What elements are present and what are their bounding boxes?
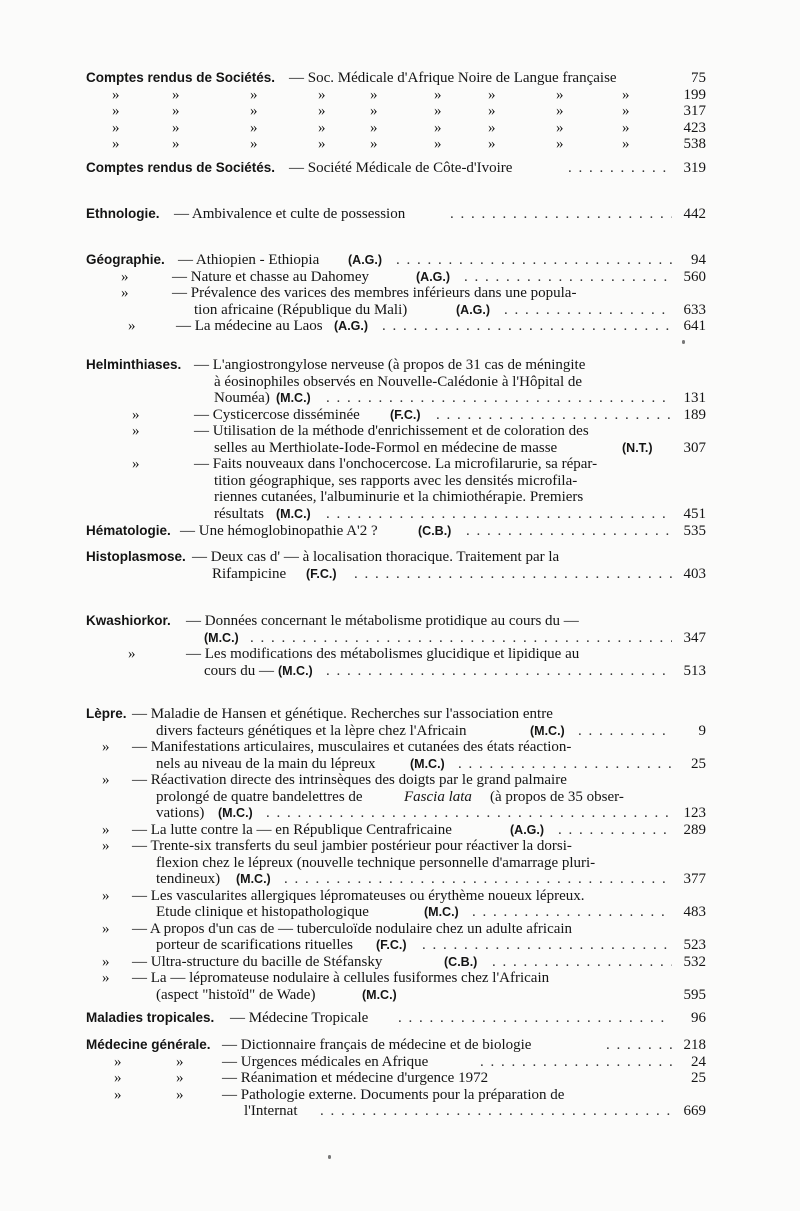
entry-title: — Une hémoglobinopathie A'2 ?	[180, 523, 378, 539]
author-abbrev: (A.G.)	[456, 302, 491, 317]
entry-line	[86, 904, 706, 921]
entry-title: — Dictionnaire français de médecine et de biologie	[222, 1037, 532, 1053]
ditto-mark: »	[112, 86, 120, 103]
page-number: 25	[691, 755, 706, 772]
entry-line	[86, 206, 706, 223]
dot-leader	[472, 904, 672, 921]
entry-line	[86, 285, 706, 302]
entry-title-continued: tion africaine (République du Mali)	[194, 301, 408, 318]
ditto-mark: »	[112, 119, 120, 136]
ditto-mark: »	[176, 1070, 184, 1086]
entry-maladies-tropicales	[86, 1010, 706, 1027]
entry-comptes-rendus-cote-ivoire	[86, 160, 706, 177]
entry-line	[86, 1087, 706, 1104]
entry-title: — Deux cas d' — à localisation thoracique. Traitement par la	[192, 549, 560, 565]
author-abbrev: (F.C.)	[306, 566, 337, 581]
entry-comptes-rendus-soc-afrique	[86, 70, 706, 153]
page-number: 25	[691, 1070, 706, 1086]
entry-line	[86, 390, 706, 407]
ditto-mark: »	[112, 136, 120, 152]
entry-line	[86, 374, 706, 391]
author-abbrev: (M.C.)	[218, 806, 253, 820]
dot-leader	[504, 302, 672, 319]
entry-title-continued: Rifampicine	[212, 565, 287, 582]
entry-title: — Athiopien - Ethiopia	[178, 252, 320, 268]
entry-title: — Les modifications des métabolismes glucidique et lipidique au	[186, 646, 580, 662]
entry-title-continued: cours du —	[204, 662, 274, 679]
ditto-row	[86, 103, 706, 120]
entry-title: — La — lépromateuse nodulaire à cellules fusiformes chez l'Africain	[132, 970, 550, 986]
dot-leader	[396, 252, 672, 269]
entry-line	[86, 772, 706, 789]
page-number: 319	[683, 160, 706, 176]
entry-line	[86, 871, 706, 888]
ditto-mark: »	[102, 953, 110, 970]
ditto-mark: »	[172, 136, 180, 152]
entry-line	[86, 318, 706, 335]
entry-line	[86, 723, 706, 740]
entry-title: — Maladie de Hansen et génétique. Recherches sur l'association entre	[132, 706, 553, 722]
ditto-mark: »	[102, 838, 110, 854]
entry-line	[86, 921, 706, 938]
entry-ethnologie	[86, 206, 706, 223]
entry-heading: Géographie.	[86, 252, 165, 267]
author-abbrev: (M.C.)	[362, 987, 397, 1002]
dot-leader	[578, 723, 672, 740]
author-abbrev: (M.C.)	[204, 630, 239, 645]
author-abbrev: (A.G.)	[334, 319, 369, 333]
entry-title-continued: tition géographique, ses rapports avec les densités microfila-	[214, 472, 578, 489]
page-number: 513	[683, 662, 706, 679]
ditto-mark: »	[172, 86, 180, 103]
entry-line	[86, 523, 706, 540]
page-number: 317	[683, 103, 706, 119]
entry-line	[86, 269, 706, 286]
ditto-mark: »	[102, 739, 110, 755]
page-number: 189	[683, 406, 706, 423]
ditto-row	[86, 87, 706, 104]
dot-leader	[492, 954, 672, 971]
ditto-mark: »	[434, 103, 442, 119]
entry-line	[86, 822, 706, 839]
page-number: 641	[683, 318, 706, 334]
entry-line	[86, 407, 706, 424]
ditto-mark: »	[370, 86, 378, 103]
entry-title-continued: résultats	[214, 505, 264, 522]
entry-lepre	[86, 706, 706, 1003]
entry-heading: Ethnologie.	[86, 206, 160, 221]
dot-leader	[458, 756, 672, 773]
entry-title-continued: tendineux)	[156, 871, 221, 887]
entry-line	[86, 473, 706, 490]
ditto-mark: »	[102, 821, 110, 838]
entry-line	[86, 739, 706, 756]
ditto-mark: »	[128, 318, 136, 334]
ditto-mark: »	[102, 970, 110, 986]
scan-speck	[682, 340, 685, 344]
author-abbrev: (M.C.)	[276, 391, 311, 405]
ditto-mark: »	[488, 119, 496, 136]
entry-heading: Hématologie.	[86, 523, 171, 538]
entry-title: — Réactivation directe des intrinsèques des doigts par le grand palmaire	[132, 772, 567, 788]
dot-leader	[606, 1037, 672, 1054]
entry-title-continued: porteur de scarifications rituelles	[156, 937, 354, 953]
ditto-mark: »	[121, 285, 129, 301]
entry-heading: Kwashiorkor.	[86, 613, 171, 628]
page-number: 377	[683, 871, 706, 887]
entry-title: — La médecine au Laos	[176, 318, 323, 334]
entry-title: — Société Médicale de Côte-d'Ivoire	[289, 160, 513, 176]
ditto-mark: »	[176, 1086, 184, 1103]
dot-leader	[480, 1054, 672, 1071]
page-number: 131	[683, 390, 706, 406]
ditto-mark: »	[128, 646, 136, 662]
ditto-mark: »	[176, 1053, 184, 1070]
entry-line	[86, 855, 706, 872]
ditto-mark: »	[172, 103, 180, 119]
entry-title-continued: (aspect "histoïd" de Wade)	[156, 986, 316, 1003]
ditto-mark: »	[556, 136, 564, 152]
entry-line	[86, 646, 706, 663]
ditto-mark: »	[132, 456, 140, 472]
entry-title-continued: vations)	[156, 805, 205, 821]
entry-line	[86, 805, 706, 822]
ditto-mark: »	[622, 103, 630, 119]
page-number: 669	[683, 1103, 706, 1119]
author-abbrev: (A.G.)	[348, 253, 383, 267]
page-number: 532	[683, 953, 706, 970]
ditto-mark: »	[102, 920, 110, 937]
ditto-mark: »	[318, 86, 326, 103]
entry-title: — Nature et chasse au Dahomey	[172, 268, 370, 285]
page-number: 560	[683, 268, 706, 285]
page-number: 403	[683, 565, 706, 582]
page-number: 199	[683, 86, 706, 103]
dot-leader	[450, 206, 672, 223]
entry-line	[86, 489, 706, 506]
ditto-row	[86, 120, 706, 137]
page-number: 442	[683, 206, 706, 222]
ditto-mark: »	[121, 268, 129, 285]
page-number: 94	[691, 252, 706, 268]
dot-leader	[320, 1103, 672, 1120]
ditto-mark: »	[114, 1053, 122, 1070]
author-abbrev: (M.C.)	[410, 756, 445, 771]
ditto-mark: »	[434, 119, 442, 136]
scan-speck	[328, 1155, 331, 1159]
ditto-mark: »	[250, 86, 258, 103]
ditto-mark: »	[622, 136, 630, 152]
entry-title-continued: prolongé de quatre bandelettres de	[156, 788, 363, 805]
entry-title: — Cysticercose disséminée	[194, 406, 360, 423]
ditto-mark: »	[102, 772, 110, 788]
author-abbrev: (F.C.)	[376, 938, 407, 952]
page-number: 535	[683, 523, 706, 539]
entry-line	[86, 252, 706, 269]
ditto-mark: »	[434, 136, 442, 152]
page-number: 123	[683, 805, 706, 821]
entry-title-continued: nels au niveau de la main du lépreux	[156, 755, 376, 772]
dot-leader	[568, 160, 672, 177]
entry-heading: Helminthiases.	[86, 357, 182, 372]
ditto-mark: »	[370, 103, 378, 119]
author-abbrev: (C.B.)	[444, 954, 478, 969]
entry-line	[86, 888, 706, 905]
entry-title: — Réanimation et médecine d'urgence 1972	[222, 1070, 489, 1086]
page-number: 307	[683, 439, 706, 456]
ditto-mark: »	[132, 423, 140, 439]
entry-heading: Comptes rendus de Sociétés.	[86, 160, 276, 175]
entry-line	[86, 1054, 706, 1071]
entry-medecine-generale	[86, 1037, 706, 1120]
ditto-mark: »	[556, 86, 564, 103]
entry-line	[86, 302, 706, 319]
author-abbrev: (A.G.)	[510, 822, 545, 837]
ditto-mark: »	[250, 136, 258, 152]
entry-line	[86, 506, 706, 523]
entry-title: — Prévalence des varices des membres inférieurs dans une popula-	[172, 285, 577, 301]
page-number: 423	[683, 119, 706, 136]
entry-hematologie	[86, 523, 706, 540]
entry-title: — Trente-six transferts du seul jambier postérieur pour réactiver la dorsi-	[132, 838, 572, 854]
dot-leader	[464, 269, 672, 286]
ditto-mark: »	[112, 103, 120, 119]
page-number: 633	[683, 301, 706, 318]
dot-leader	[326, 506, 672, 523]
entry-kwashiorkor	[86, 613, 706, 679]
entry-title: — Données concernant le métabolisme protidique au cours du —	[186, 613, 579, 629]
ditto-mark: »	[370, 119, 378, 136]
dot-leader	[326, 390, 672, 407]
page-number: 9	[698, 722, 706, 739]
entry-helminthiases	[86, 357, 706, 522]
entry-title: — Soc. Médicale d'Afrique Noire de Langue française	[289, 70, 617, 86]
page-number: 523	[683, 937, 706, 953]
entry-heading: Lèpre.	[86, 706, 127, 721]
entry-title: — Médecine Tropicale	[230, 1010, 369, 1026]
author-abbrev: (M.C.)	[530, 723, 565, 738]
ditto-mark: »	[318, 119, 326, 136]
entry-title: — Faits nouveaux dans l'onchocercose. La microfilarurie, sa répar-	[194, 456, 598, 472]
entry-line	[86, 423, 706, 440]
dot-leader	[558, 822, 672, 839]
entry-line	[86, 160, 706, 177]
author-abbrev: (M.C.)	[236, 872, 271, 886]
entry-title-continued: selles au Merthiolate-Iode-Formol en médecine de masse	[214, 439, 558, 456]
page-number: 289	[683, 821, 706, 838]
ditto-mark: »	[132, 406, 140, 423]
entry-title-continued: Nouméa)	[214, 390, 270, 406]
ditto-mark: »	[318, 136, 326, 152]
entry-title-continued: flexion chez le lépreux (nouvelle technique personnelle d'amarrage pluri-	[156, 854, 596, 871]
dot-leader	[326, 663, 672, 680]
dot-leader	[354, 566, 672, 583]
dot-leader	[398, 1010, 672, 1027]
entry-line	[86, 756, 706, 773]
ditto-mark: »	[172, 119, 180, 136]
dot-leader	[250, 630, 672, 647]
dot-leader	[466, 523, 672, 540]
dot-leader	[422, 937, 672, 954]
entry-line	[86, 1070, 706, 1087]
entry-title: — Pathologie externe. Documents pour la préparation de	[222, 1086, 565, 1103]
entry-title-continued: l'Internat	[244, 1103, 298, 1119]
entry-line	[86, 440, 706, 457]
page-number: 483	[683, 904, 706, 920]
entry-line	[86, 357, 706, 374]
entry-title: — Urgences médicales en Afrique	[222, 1053, 429, 1070]
entry-heading: Maladies tropicales.	[86, 1010, 215, 1025]
entry-heading: Comptes rendus de Sociétés.	[86, 70, 276, 85]
page-number: 218	[683, 1037, 706, 1053]
entry-title: — Manifestations articulaires, musculaires et cutanées des états réaction-	[132, 739, 572, 755]
entry-line	[86, 456, 706, 473]
ditto-mark: »	[622, 119, 630, 136]
entry-line	[86, 70, 706, 87]
ditto-mark: »	[370, 136, 378, 152]
entry-histoplasmose	[86, 549, 706, 582]
entry-line	[86, 706, 706, 723]
dot-leader	[382, 318, 672, 335]
page-number: 451	[683, 505, 706, 522]
author-abbrev: (M.C.)	[276, 506, 311, 521]
entry-line	[86, 954, 706, 971]
entry-title: — Les vascularites allergiques lépromateuses ou érythème noueux lépreux.	[132, 887, 585, 904]
author-abbrev: (M.C.)	[278, 663, 313, 678]
ditto-mark: »	[488, 86, 496, 103]
entry-line	[86, 838, 706, 855]
entry-line	[86, 970, 706, 987]
entry-line	[86, 789, 706, 806]
entry-title-continued: divers facteurs génétiques et la lèpre chez l'Africain	[156, 722, 467, 739]
ditto-mark: »	[488, 103, 496, 119]
ditto-row	[86, 136, 706, 153]
ditto-mark: »	[114, 1086, 122, 1103]
dot-leader	[266, 805, 672, 822]
entry-geographie	[86, 252, 706, 335]
entry-line	[86, 613, 706, 630]
author-abbrev: (M.C.)	[424, 905, 459, 919]
entry-title: — La lutte contre la — en République Centrafricaine	[132, 821, 452, 838]
entry-title-continued: Etude clinique et histopathologique	[156, 904, 369, 920]
author-abbrev: (A.G.)	[416, 269, 451, 284]
entry-line	[86, 630, 706, 647]
italic-term: Fascia lata	[404, 788, 472, 805]
ditto-mark: »	[318, 103, 326, 119]
entry-line	[86, 987, 706, 1004]
entry-line	[86, 549, 706, 566]
author-abbrev: (N.T.)	[622, 440, 653, 455]
ditto-mark: »	[556, 103, 564, 119]
entry-title: — A propos d'un cas de — tuberculoïde nodulaire chez un adulte africain	[132, 920, 573, 937]
page-number: 75	[691, 70, 706, 86]
entry-line	[86, 1037, 706, 1054]
ditto-mark: »	[488, 136, 496, 152]
entry-title: — L'angiostrongylose nerveuse (à propos de 31 cas de méningite	[194, 357, 586, 373]
entry-heading: Médecine générale.	[86, 1037, 211, 1052]
entry-title-continued: à éosinophiles observés en Nouvelle-Calédonie à l'Hôpital de	[214, 373, 583, 390]
dot-leader	[284, 871, 672, 888]
ditto-mark: »	[622, 86, 630, 103]
ditto-mark: »	[114, 1070, 122, 1086]
entry-line	[86, 937, 706, 954]
ditto-mark: »	[556, 119, 564, 136]
entry-title: — Ambivalence et culte de possession	[174, 206, 406, 222]
page-number: 595	[683, 986, 706, 1003]
entry-line	[86, 663, 706, 680]
entry-line	[86, 1103, 706, 1120]
ditto-mark: »	[434, 86, 442, 103]
author-abbrev: (F.C.)	[390, 407, 421, 422]
page-number: 538	[683, 136, 706, 152]
page-number: 24	[691, 1053, 706, 1070]
entry-line	[86, 566, 706, 583]
ditto-mark: »	[250, 103, 258, 119]
entry-title-continued: (à propos de 35 obser-	[490, 788, 624, 805]
entry-heading: Histoplasmose.	[86, 549, 186, 564]
entry-title: — Utilisation de la méthode d'enrichissement et de coloration des	[194, 423, 589, 439]
ditto-mark: »	[250, 119, 258, 136]
entry-line	[86, 1010, 706, 1027]
ditto-mark: »	[102, 887, 110, 904]
dot-leader	[436, 407, 672, 424]
entry-title: — Ultra-structure du bacille de Stéfansky	[132, 953, 383, 970]
entry-title-continued: riennes cutanées, l'albuminurie et la chimiothérapie. Premiers	[214, 489, 584, 505]
page-number: 96	[691, 1010, 706, 1026]
author-abbrev: (C.B.)	[418, 524, 452, 538]
page-number: 347	[683, 629, 706, 646]
